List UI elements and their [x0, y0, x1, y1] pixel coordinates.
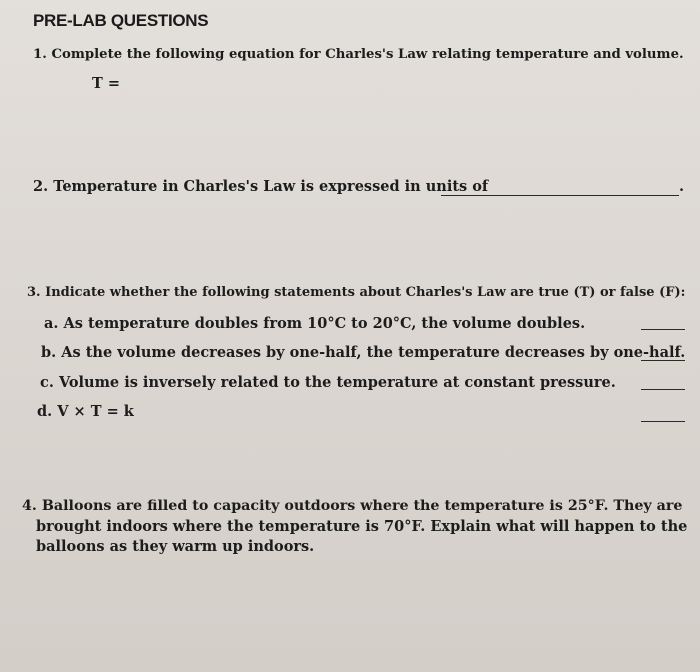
question-1-equation: T = [92, 75, 120, 92]
item-d-text: V × T = k [57, 403, 134, 420]
question-2 [33, 177, 488, 196]
question-3-text: Indicate whether the following statements about Charles's Law are true (T) or false (F): [45, 285, 686, 300]
question-3-item-c [40, 373, 616, 392]
item-a-letter: a. [44, 315, 59, 332]
item-c-answer-line[interactable] [641, 389, 685, 390]
item-b-text: As the volume decreases by one-half, the temperature decreases by one-half. [61, 344, 686, 361]
question-4-number: 4. [22, 498, 37, 514]
question-2-text: Temperature in Charles's Law is expressed in units of [53, 178, 489, 195]
item-d-letter: d. [37, 403, 53, 420]
question-3 [27, 283, 685, 302]
question-1-text: Complete the following equation for Charles's Law relating temperature and volume. [51, 47, 684, 62]
question-4-line-1: Balloons are filled to capacity outdoors where the temperature is 25°F. They are [41, 498, 683, 514]
question-3-item-a [44, 314, 585, 333]
question-1 [33, 45, 684, 64]
item-c-letter: c. [40, 374, 54, 391]
question-3-item-b [41, 343, 685, 362]
question-4-line-2: brought indoors where the temperature is 70°F. Explain what will happen to the [36, 518, 688, 535]
item-c-text: Volume is inversely related to the temperature at constant pressure. [58, 374, 616, 391]
item-d-answer-line[interactable] [641, 421, 685, 422]
item-b-letter: b. [41, 344, 57, 361]
item-a-text: As temperature doubles from 10°C to 20°C, the volume doubles. [63, 315, 586, 332]
question-2-period: . [679, 178, 685, 195]
question-2-number: 2. [33, 178, 49, 195]
question-1-number: 1. [33, 47, 47, 62]
question-2-answer-line[interactable] [441, 195, 679, 196]
item-a-answer-line[interactable] [641, 329, 685, 330]
question-4-line-3: balloons as they warm up indoors. [36, 538, 315, 555]
question-3-number: 3. [27, 285, 41, 300]
question-4 [22, 497, 682, 516]
section-heading: PRE-LAB QUESTIONS [33, 11, 209, 30]
item-b-answer-line[interactable] [641, 360, 685, 361]
question-3-item-d [37, 402, 134, 421]
